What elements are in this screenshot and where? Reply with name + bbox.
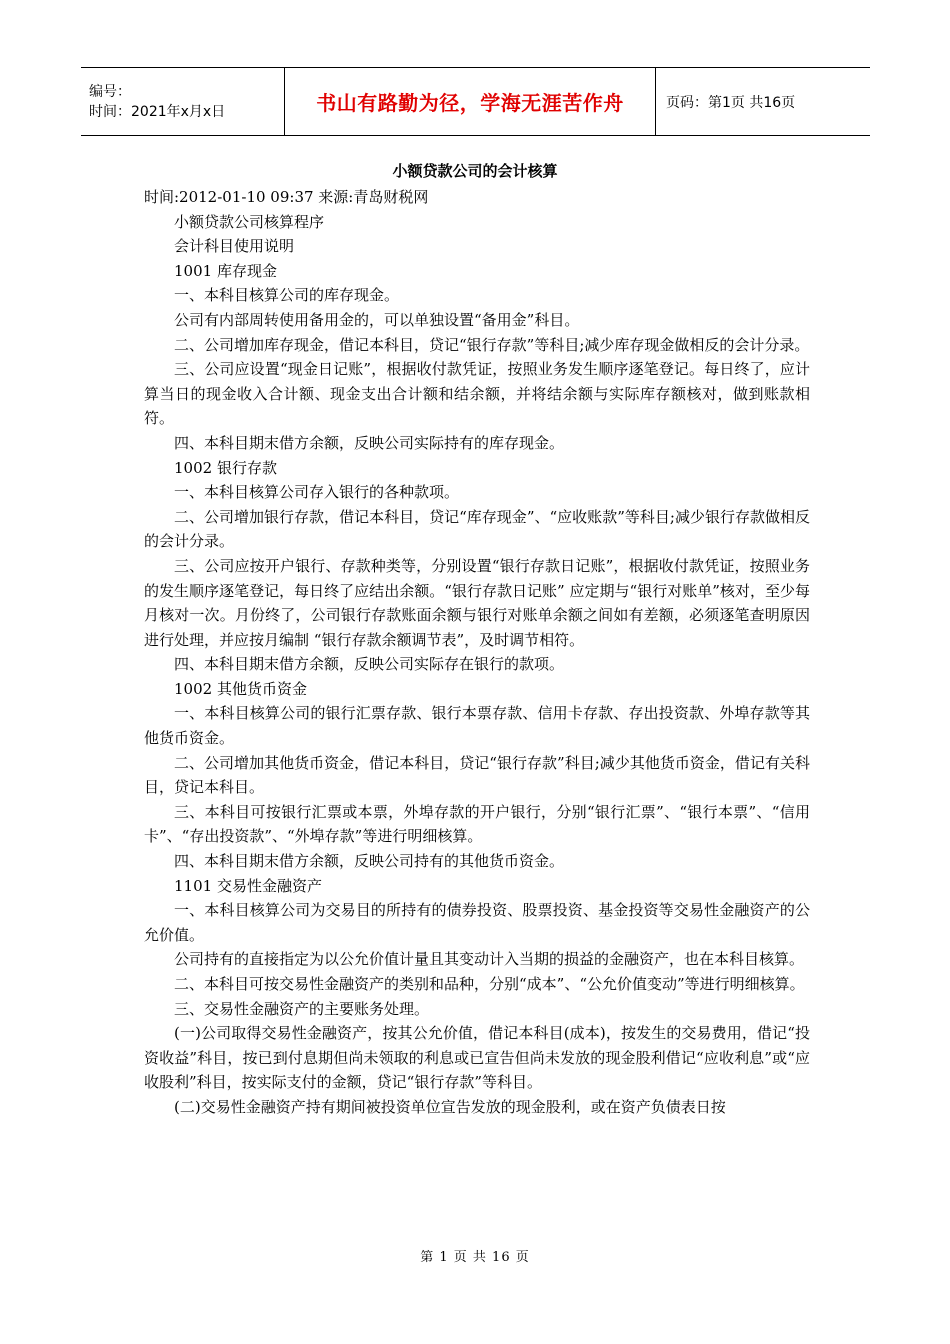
section-heading: 1001 库存现金 <box>174 261 277 280</box>
paragraph: 二、公司增加库存现金，借记本科目，贷记“银行存款”等科目;减少库存现金做相反的会计分录。 <box>174 335 810 354</box>
paragraph: 二、本科目可按交易性金融资产的类别和品种，分别“成本”、“公允价值变动”等进行明细核算。 <box>174 975 805 993</box>
paragraph: (二)交易性金融资产持有期间被投资单位宣告发放的现金股利，或在资产负债表日按 <box>174 1097 726 1116</box>
page-info-cell <box>656 68 870 135</box>
page-info-text: 页码：第1页 共16页 <box>666 94 796 111</box>
paragraph: 会计科目使用说明 <box>174 237 295 256</box>
paragraph: 一、本科目核算公司的银行汇票存款、银行本票存款、信用卡存款、存出投资款、外埠存款等其他货币资金。 <box>144 704 810 748</box>
document-meta: 时间:2012-01-10 09:37 来源:青岛财税网 <box>144 188 429 206</box>
number-label: 编号： <box>89 83 131 100</box>
paragraph: 二、公司增加银行存款，借记本科目，贷记“库存现金”、“应收账款”等科目;减少银行存款做相反的会计分录。 <box>144 507 810 551</box>
paragraph: 三、公司应设置“现金日记账”，根据收付款凭证，按照业务发生顺序逐笔登记。每日终了，应计算当日的现金收入合计额、现金支出合计额和结余额，并将结余额与实际库存额核对，做到账款相符。 <box>144 360 810 428</box>
motto-text: 书山有路勤为径，学海无涯苦作舟 <box>316 91 624 115</box>
paragraph: (一)公司取得交易性金融资产，按其公允价值，借记本科目(成本)，按发生的交易费用，借记“投资收益”科目，按已到付息期但尚未领取的利息或已宣告但尚未发放的现金股利借记“应收利息”或“应收股利”科目，按实际支付的金额，贷记“银行存款”等科目。 <box>144 1024 810 1092</box>
time-label: 时间：2021年x月x日 <box>89 103 226 120</box>
header-table <box>81 67 870 136</box>
paragraph: 四、本科目期末借方余额，反映公司实际存在银行的款项。 <box>174 655 565 674</box>
page-footer: 第 1 页 共 16 页 <box>420 1250 530 1265</box>
paragraph: 公司持有的直接指定为以公允价值计量且其变动计入当期的损益的金融资产，也在本科目核算。 <box>174 950 805 969</box>
section-heading: 1002 银行存款 <box>174 458 277 477</box>
paragraph: 二、公司增加其他货币资金，借记本科目，贷记“银行存款”科目;减少其他货币资金，借记有关科目，贷记本科目。 <box>144 753 810 797</box>
paragraph: 一、本科目核算公司的库存现金。 <box>174 286 400 305</box>
paragraph: 三、本科目可按银行汇票或本票，外埠存款的开户银行，分别“银行汇票”、“银行本票”、“信用卡”、“存出投资款”、“外埠存款”等进行明细核算。 <box>144 802 810 846</box>
paragraph: 公司有内部周转使用备用金的，可以单独设置“备用金”科目。 <box>174 310 580 329</box>
paragraph: 四、本科目期末借方余额，反映公司持有的其他货币资金。 <box>174 852 565 871</box>
paragraph: 三、公司应按开户银行、存款种类等，分别设置“银行存款日记账”，根据收付款凭证，按照业务的发生顺序逐笔登记，每日终了应结出余额。“银行存款日记账” 应定期与“银行对账单”核对，至少每月核对一次。月份终了，公司银行存款账面余额与银行对账单余额之间如有差额，必须逐笔查明原因进行处理，并应按月编制 “银行存款余额调节表”，及时调节相符。 <box>144 556 810 649</box>
motto-cell <box>284 68 656 135</box>
paragraph: 一、本科目核算公司为交易目的所持有的债券投资、股票投资、基金投资等交易性金融资产的公允价值。 <box>144 901 810 944</box>
paragraph: 四、本科目期末借方余额，反映公司实际持有的库存现金。 <box>174 433 565 452</box>
document-body <box>144 185 810 1120</box>
paragraph: 小额贷款公司核算程序 <box>174 212 325 231</box>
section-heading: 1101 交易性金融资产 <box>174 876 322 895</box>
section-heading: 1002 其他货币资金 <box>174 679 307 698</box>
document-title: 小额贷款公司的会计核算 <box>392 162 558 180</box>
paragraph: 三、交易性金融资产的主要账务处理。 <box>174 999 430 1018</box>
paragraph: 一、本科目核算公司存入银行的各种款项。 <box>174 483 460 502</box>
header-info-cell <box>81 68 284 135</box>
